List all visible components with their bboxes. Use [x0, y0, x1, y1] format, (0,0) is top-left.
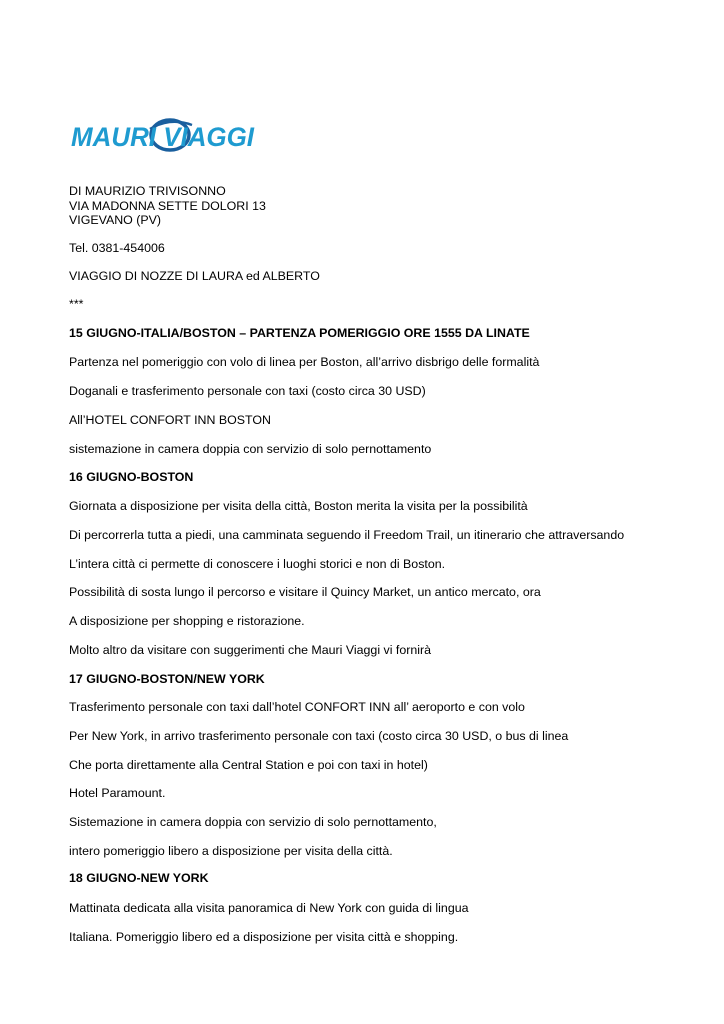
- itinerary-line: Possibilità di sosta lungo il percorso e visitare il Quincy Market, un antico mercato, ora: [69, 585, 541, 599]
- itinerary-line: Che porta direttamente alla Central Station e poi con taxi in hotel): [69, 758, 428, 772]
- itinerary-line: Trasferimento personale con taxi dall’hotel CONFORT INN all’ aeroporto e con volo: [69, 700, 525, 714]
- itinerary-line: Sistemazione in camera doppia con servizio di solo pernottamento,: [69, 815, 437, 829]
- itinerary-line: A disposizione per shopping e ristorazione.: [69, 614, 305, 628]
- itinerary-line: Hotel Paramount.: [69, 786, 166, 800]
- itinerary-line: sistemazione in camera doppia con servizio di solo pernottamento: [69, 442, 432, 456]
- itinerary-line: Di percorrerla tutta a piedi, una camminata seguendo il Freedom Trail, un itinerario che attraversando: [69, 528, 625, 542]
- agency-city: VIGEVANO (PV): [69, 213, 162, 227]
- logo-wordmark: MAURI VIAGGI: [71, 122, 255, 152]
- agency-phone: Tel. 0381-454006: [69, 241, 165, 255]
- itinerary-line: intero pomeriggio libero a disposizione per visita della città.: [69, 844, 393, 858]
- itinerary-line: Doganali e trasferimento personale con taxi (costo circa 30 USD): [69, 384, 426, 398]
- day-heading: 18 GIUGNO-NEW YORK: [69, 871, 209, 885]
- agency-owner: DI MAURIZIO TRIVISONNO: [69, 184, 226, 198]
- mauri-viaggi-logo: [70, 113, 260, 155]
- itinerary-line: Giornata a disposizione per visita della città, Boston merita la visita per la possibilità: [69, 499, 528, 513]
- itinerary-line: Mattinata dedicata alla visita panoramica di New York con guida di lingua: [69, 901, 469, 915]
- itinerary-line: L’intera città ci permette di conoscere i luoghi storici e non di Boston.: [69, 557, 446, 571]
- itinerary-line: Italiana. Pomeriggio libero ed a disposizione per visita città e shopping.: [69, 930, 459, 944]
- itinerary-line: Molto altro da visitare con suggerimenti che Mauri Viaggi vi fornirà: [69, 643, 432, 657]
- day-heading: 15 GIUGNO-ITALIA/BOSTON – PARTENZA POMERIGGIO ORE 1555 DA LINATE: [69, 326, 530, 340]
- day-heading: 17 GIUGNO-BOSTON/NEW YORK: [69, 672, 265, 686]
- itinerary-line: All’HOTEL CONFORT INN BOSTON: [69, 413, 271, 427]
- day-heading: 16 GIUGNO-BOSTON: [69, 470, 194, 484]
- itinerary-line: Partenza nel pomeriggio con volo di linea per Boston, all’arrivo disbrigo delle formalità: [69, 355, 540, 369]
- agency-address: VIA MADONNA SETTE DOLORI 13: [69, 199, 266, 213]
- trip-title: VIAGGIO DI NOZZE DI LAURA ed ALBERTO: [69, 269, 320, 283]
- itinerary-line: Per New York, in arrivo trasferimento personale con taxi (costo circa 30 USD, o bus di linea: [69, 729, 569, 743]
- separator: ***: [69, 297, 84, 311]
